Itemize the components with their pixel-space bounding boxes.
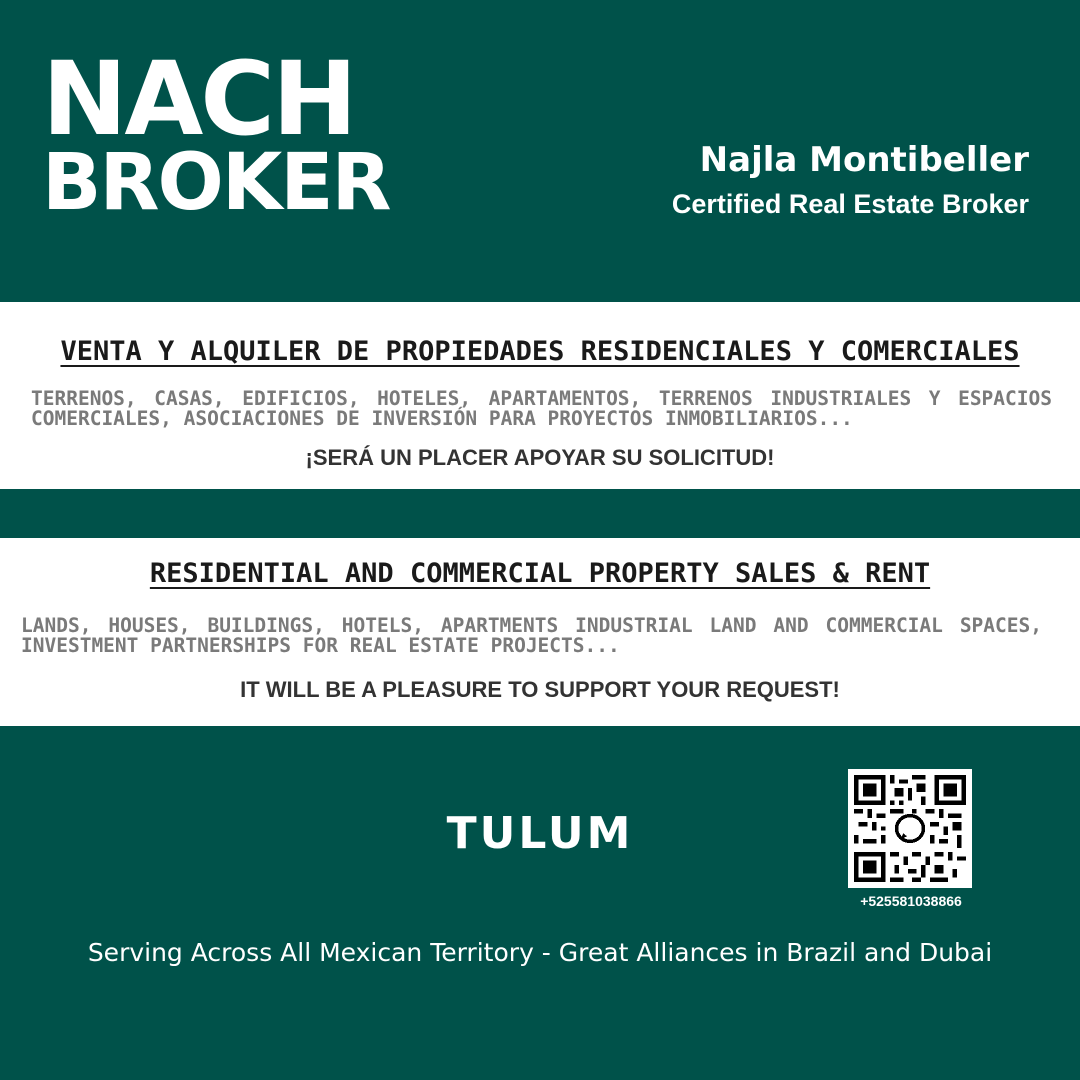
broker-info (672, 138, 1029, 222)
broker-title: Certified Real Estate Broker (671, 189, 1029, 219)
whatsapp-qr-icon[interactable] (848, 769, 972, 888)
city-label: TULUM (446, 808, 634, 859)
logo-line-1: NACH (42, 40, 355, 159)
english-heading: RESIDENTIAL AND COMMERCIAL PROPERTY SALES & RENT (149, 558, 931, 589)
english-cta: IT WILL BE A PLEASURE TO SUPPORT YOUR REQUEST! (240, 677, 840, 702)
english-section (0, 538, 1080, 726)
phone-number[interactable]: +525581038866 (860, 893, 962, 909)
spanish-heading: VENTA Y ALQUILER DE PROPIEDADES RESIDENCIALES Y COMERCIALES (60, 336, 1020, 367)
english-body: LANDS, HOUSES, BUILDINGS, HOTELS, APARTMENTS INDUSTRIAL LAND AND COMMERCIAL SPACES, INVESTMENT PARTNERSHIPS FOR REAL ESTATE PROJECTS... (21, 614, 1042, 657)
tagline: Serving Across All Mexican Territory - Great Alliances in Brazil and Dubai (87, 938, 993, 967)
logo-line-2: BROKER (42, 138, 390, 228)
header (0, 0, 1080, 302)
spanish-cta: ¡SERÁ UN PLACER APOYAR SU SOLICITUD! (305, 445, 775, 470)
nach-broker-logo (42, 40, 390, 228)
broker-name: Najla Montibeller (699, 140, 1029, 180)
spanish-body: TERRENOS, CASAS, EDIFICIOS, HOTELES, APARTAMENTOS, TERRENOS INDUSTRIALES Y ESPACIOS COMERCIALES, ASOCIACIONES DE INVERSIÓN PARA PROYECTOS INMOBILIARIOS... (31, 387, 1052, 430)
spanish-section (0, 302, 1080, 489)
